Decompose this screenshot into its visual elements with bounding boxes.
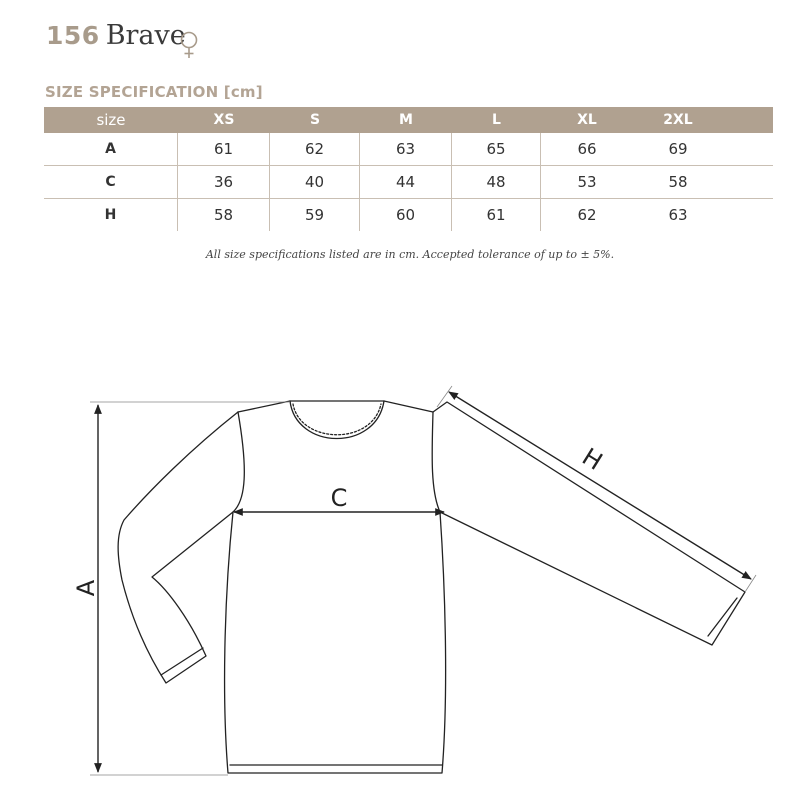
- table-cell: 58: [668, 173, 688, 191]
- neckline-inner: [293, 404, 381, 435]
- dimension-h: [437, 386, 756, 592]
- table-cell: 40: [270, 166, 360, 198]
- table-cell: 69: [668, 140, 688, 158]
- tolerance-note: All size specifications listed are in cm. Accepted tolerance of up to ± 5%.: [205, 248, 615, 261]
- right-shoulder: [384, 401, 433, 412]
- table-cell: 44: [360, 166, 452, 198]
- right-sleeve: [433, 402, 745, 645]
- neckline: [290, 401, 384, 439]
- header-size-xl: XL: [577, 112, 597, 128]
- table-cell: 60: [360, 199, 452, 231]
- right-sleeve-cuff: [708, 598, 737, 636]
- header-size-s: S: [309, 112, 321, 128]
- left-shoulder: [238, 401, 290, 412]
- dimension-h-label: H: [577, 442, 608, 476]
- table-cell: 61: [452, 199, 541, 231]
- header-size-xs: XS: [213, 112, 235, 128]
- header-size-m: M: [399, 112, 413, 128]
- table-cell: 62: [270, 133, 360, 165]
- row-label: C: [44, 166, 178, 198]
- table-cell: 63: [668, 206, 688, 224]
- product-code: 156: [46, 21, 100, 50]
- product-name: Brave: [105, 20, 186, 51]
- dimension-c-label: C: [330, 484, 348, 512]
- dimension-a-label: A: [72, 579, 100, 597]
- table-cell: 36: [178, 166, 270, 198]
- header-size-l: L: [492, 112, 501, 128]
- dimension-c: [234, 484, 444, 512]
- header-size-2xl: 2XL: [663, 112, 693, 128]
- table-cell: 62: [577, 206, 597, 224]
- row-label: A: [44, 133, 178, 165]
- table-cell: 66: [577, 140, 597, 158]
- table-cell: 61: [178, 133, 270, 165]
- row-label: H: [44, 199, 178, 231]
- body: [225, 412, 446, 773]
- table-cell: 65: [452, 133, 541, 165]
- table-cell: 58: [178, 199, 270, 231]
- table-cell: 59: [270, 199, 360, 231]
- table-cell: 48: [452, 166, 541, 198]
- size-specification-heading: SIZE SPECIFICATION [cm]: [45, 83, 263, 101]
- table-cell: 53: [577, 173, 597, 191]
- header-size-label: size: [96, 111, 126, 129]
- left-sleeve: [118, 412, 238, 683]
- dimension-a: [72, 402, 290, 775]
- table-cell: 63: [360, 133, 452, 165]
- shirt-outline: [118, 401, 745, 773]
